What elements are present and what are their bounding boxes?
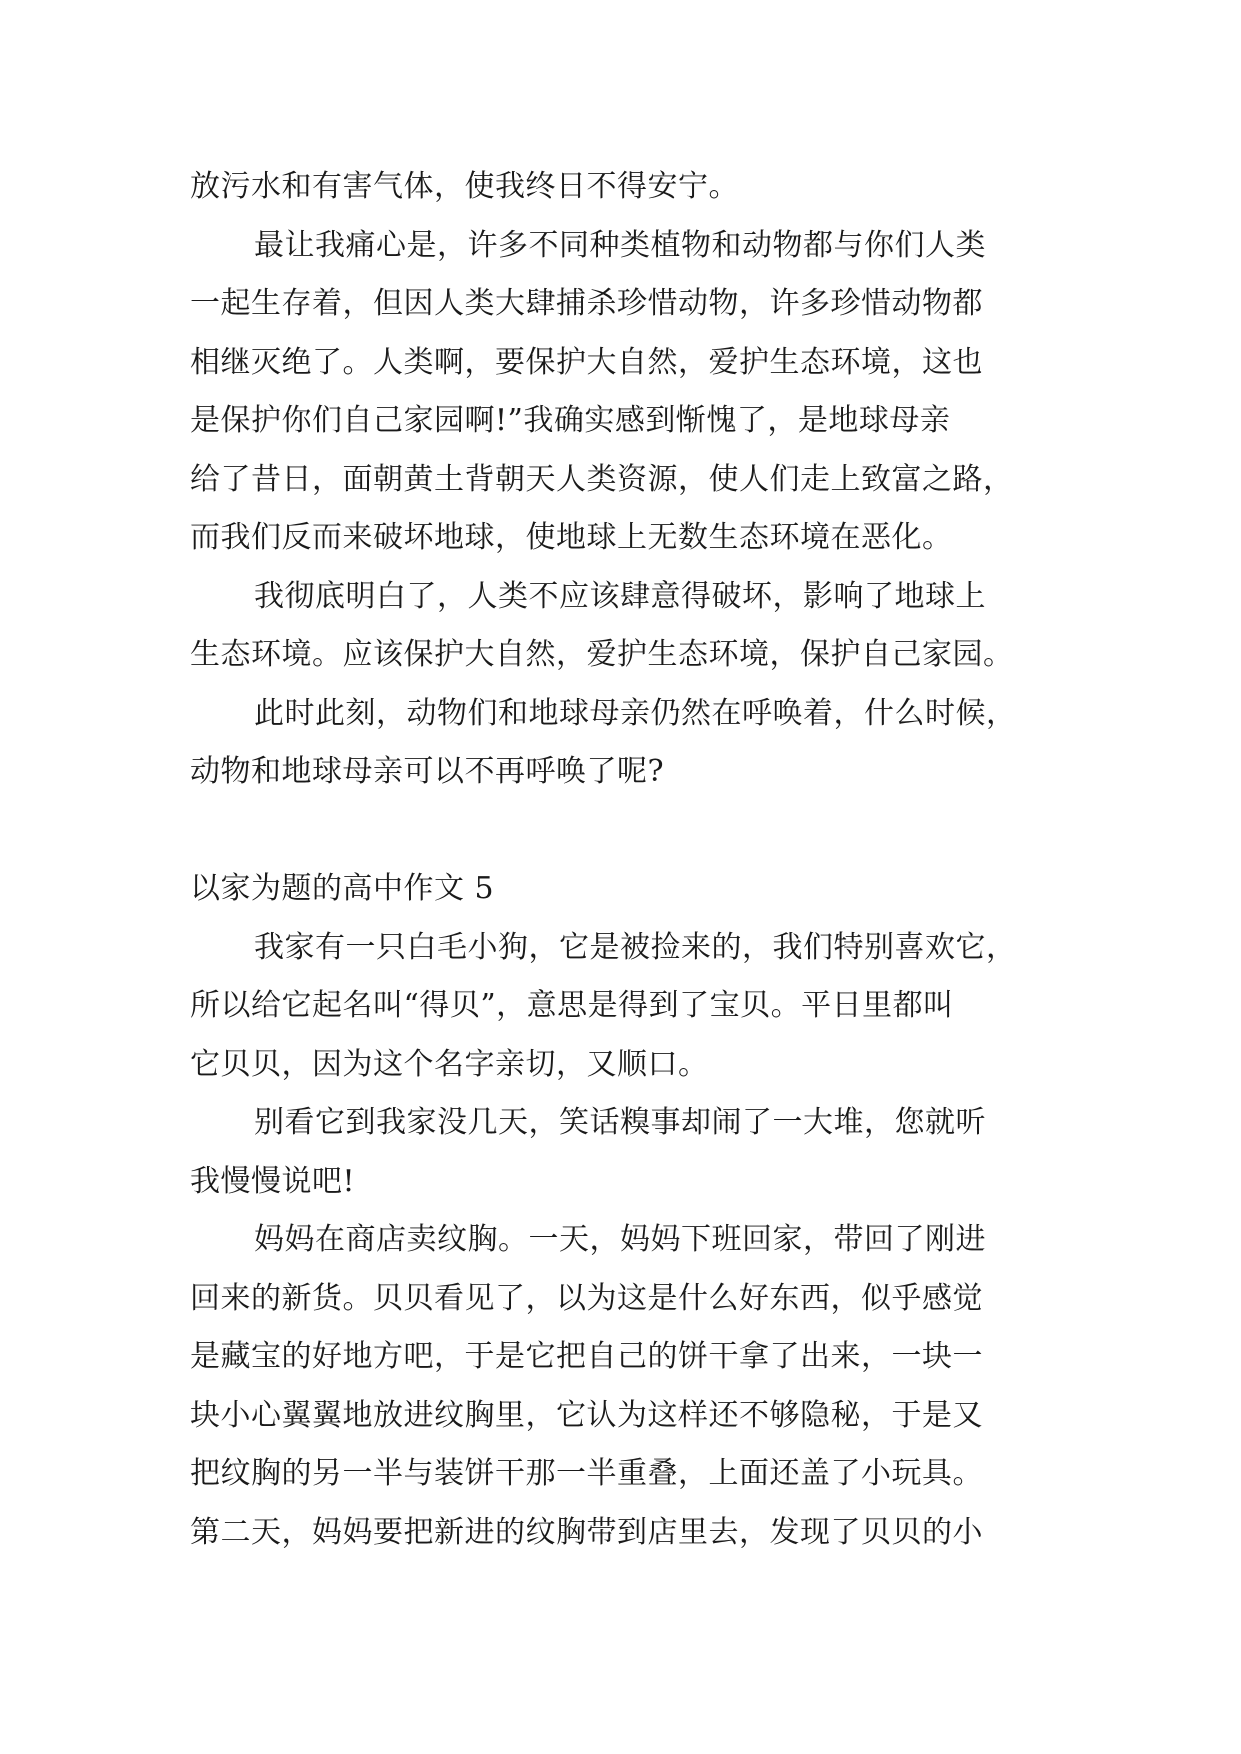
- paragraph-line: 把纹胸的另一半与装饼干那一半重叠，上面还盖了小玩具。: [190, 1456, 983, 1491]
- paragraph-line: 块小心翼翼地放进纹胸里，它认为这样还不够隐秘，于是又: [190, 1397, 983, 1433]
- paragraph-line: 而我们反而来破坏地球，使地球上无数生态环境在恶化。: [190, 520, 953, 555]
- paragraph-line: 最让我痛心是，许多不同种类植物和动物都与你们人类: [254, 227, 986, 263]
- paragraph-line: 我家有一只白毛小狗，它是被捡来的，我们特别喜欢它，: [254, 929, 1017, 965]
- paragraph-line: 所以给它起名叫“得贝”，意思是得到了宝贝。平日里都叫: [190, 988, 954, 1023]
- paragraph-line: 我彻底明白了，人类不应该肆意得破坏，影响了地球上: [254, 578, 986, 614]
- paragraph-line: 是藏宝的好地方吧，于是它把自己的饼干拿了出来，一块一: [190, 1339, 983, 1374]
- paragraph-line: 它贝贝，因为这个名字亲切，又顺口。: [190, 1046, 709, 1082]
- paragraph-line: 回来的新货。贝贝看见了，以为这是什么好东西，似乎感觉: [190, 1280, 983, 1316]
- paragraph-line: 第二天，妈妈要把新进的纹胸带到店里去，发现了贝贝的小: [190, 1514, 983, 1550]
- document-body: [190, 158, 1070, 1562]
- paragraph-line: 我慢慢说吧!: [190, 1163, 356, 1199]
- paragraph-line: 相继灭绝了。人类啊，要保护大自然，爱护生态环境，这也: [190, 344, 983, 380]
- paragraph-line: 此时此刻，动物们和地球母亲仍然在呼唤着，什么时候，: [254, 695, 1017, 731]
- paragraph-line: 是保护你们自己家园啊!”我确实感到惭愧了，是地球母亲: [190, 403, 951, 438]
- section-gap: [190, 802, 1070, 861]
- paragraph-line: 妈妈在商店卖纹胸。一天，妈妈下班回家，带回了刚进: [254, 1222, 986, 1257]
- paragraph-line: 生态环境。应该保护大自然，爱护生态环境，保护自己家园。: [190, 637, 1014, 672]
- paragraph-line: 一起生存着，但因人类大肆捕杀珍惜动物，许多珍惜动物都: [190, 286, 983, 321]
- paragraph-line: 放污水和有害气体，使我终日不得安宁。: [190, 169, 739, 204]
- paragraph-line: 别看它到我家没几天，笑话糗事却闹了一大堆，您就听: [254, 1105, 986, 1140]
- section-heading: 以家为题的高中作文 5: [190, 871, 495, 906]
- paragraph-line: 给了昔日，面朝黄土背朝天人类资源，使人们走上致富之路，: [190, 461, 1014, 497]
- paragraph-line: 动物和地球母亲可以不再呼唤了呢?: [190, 754, 665, 789]
